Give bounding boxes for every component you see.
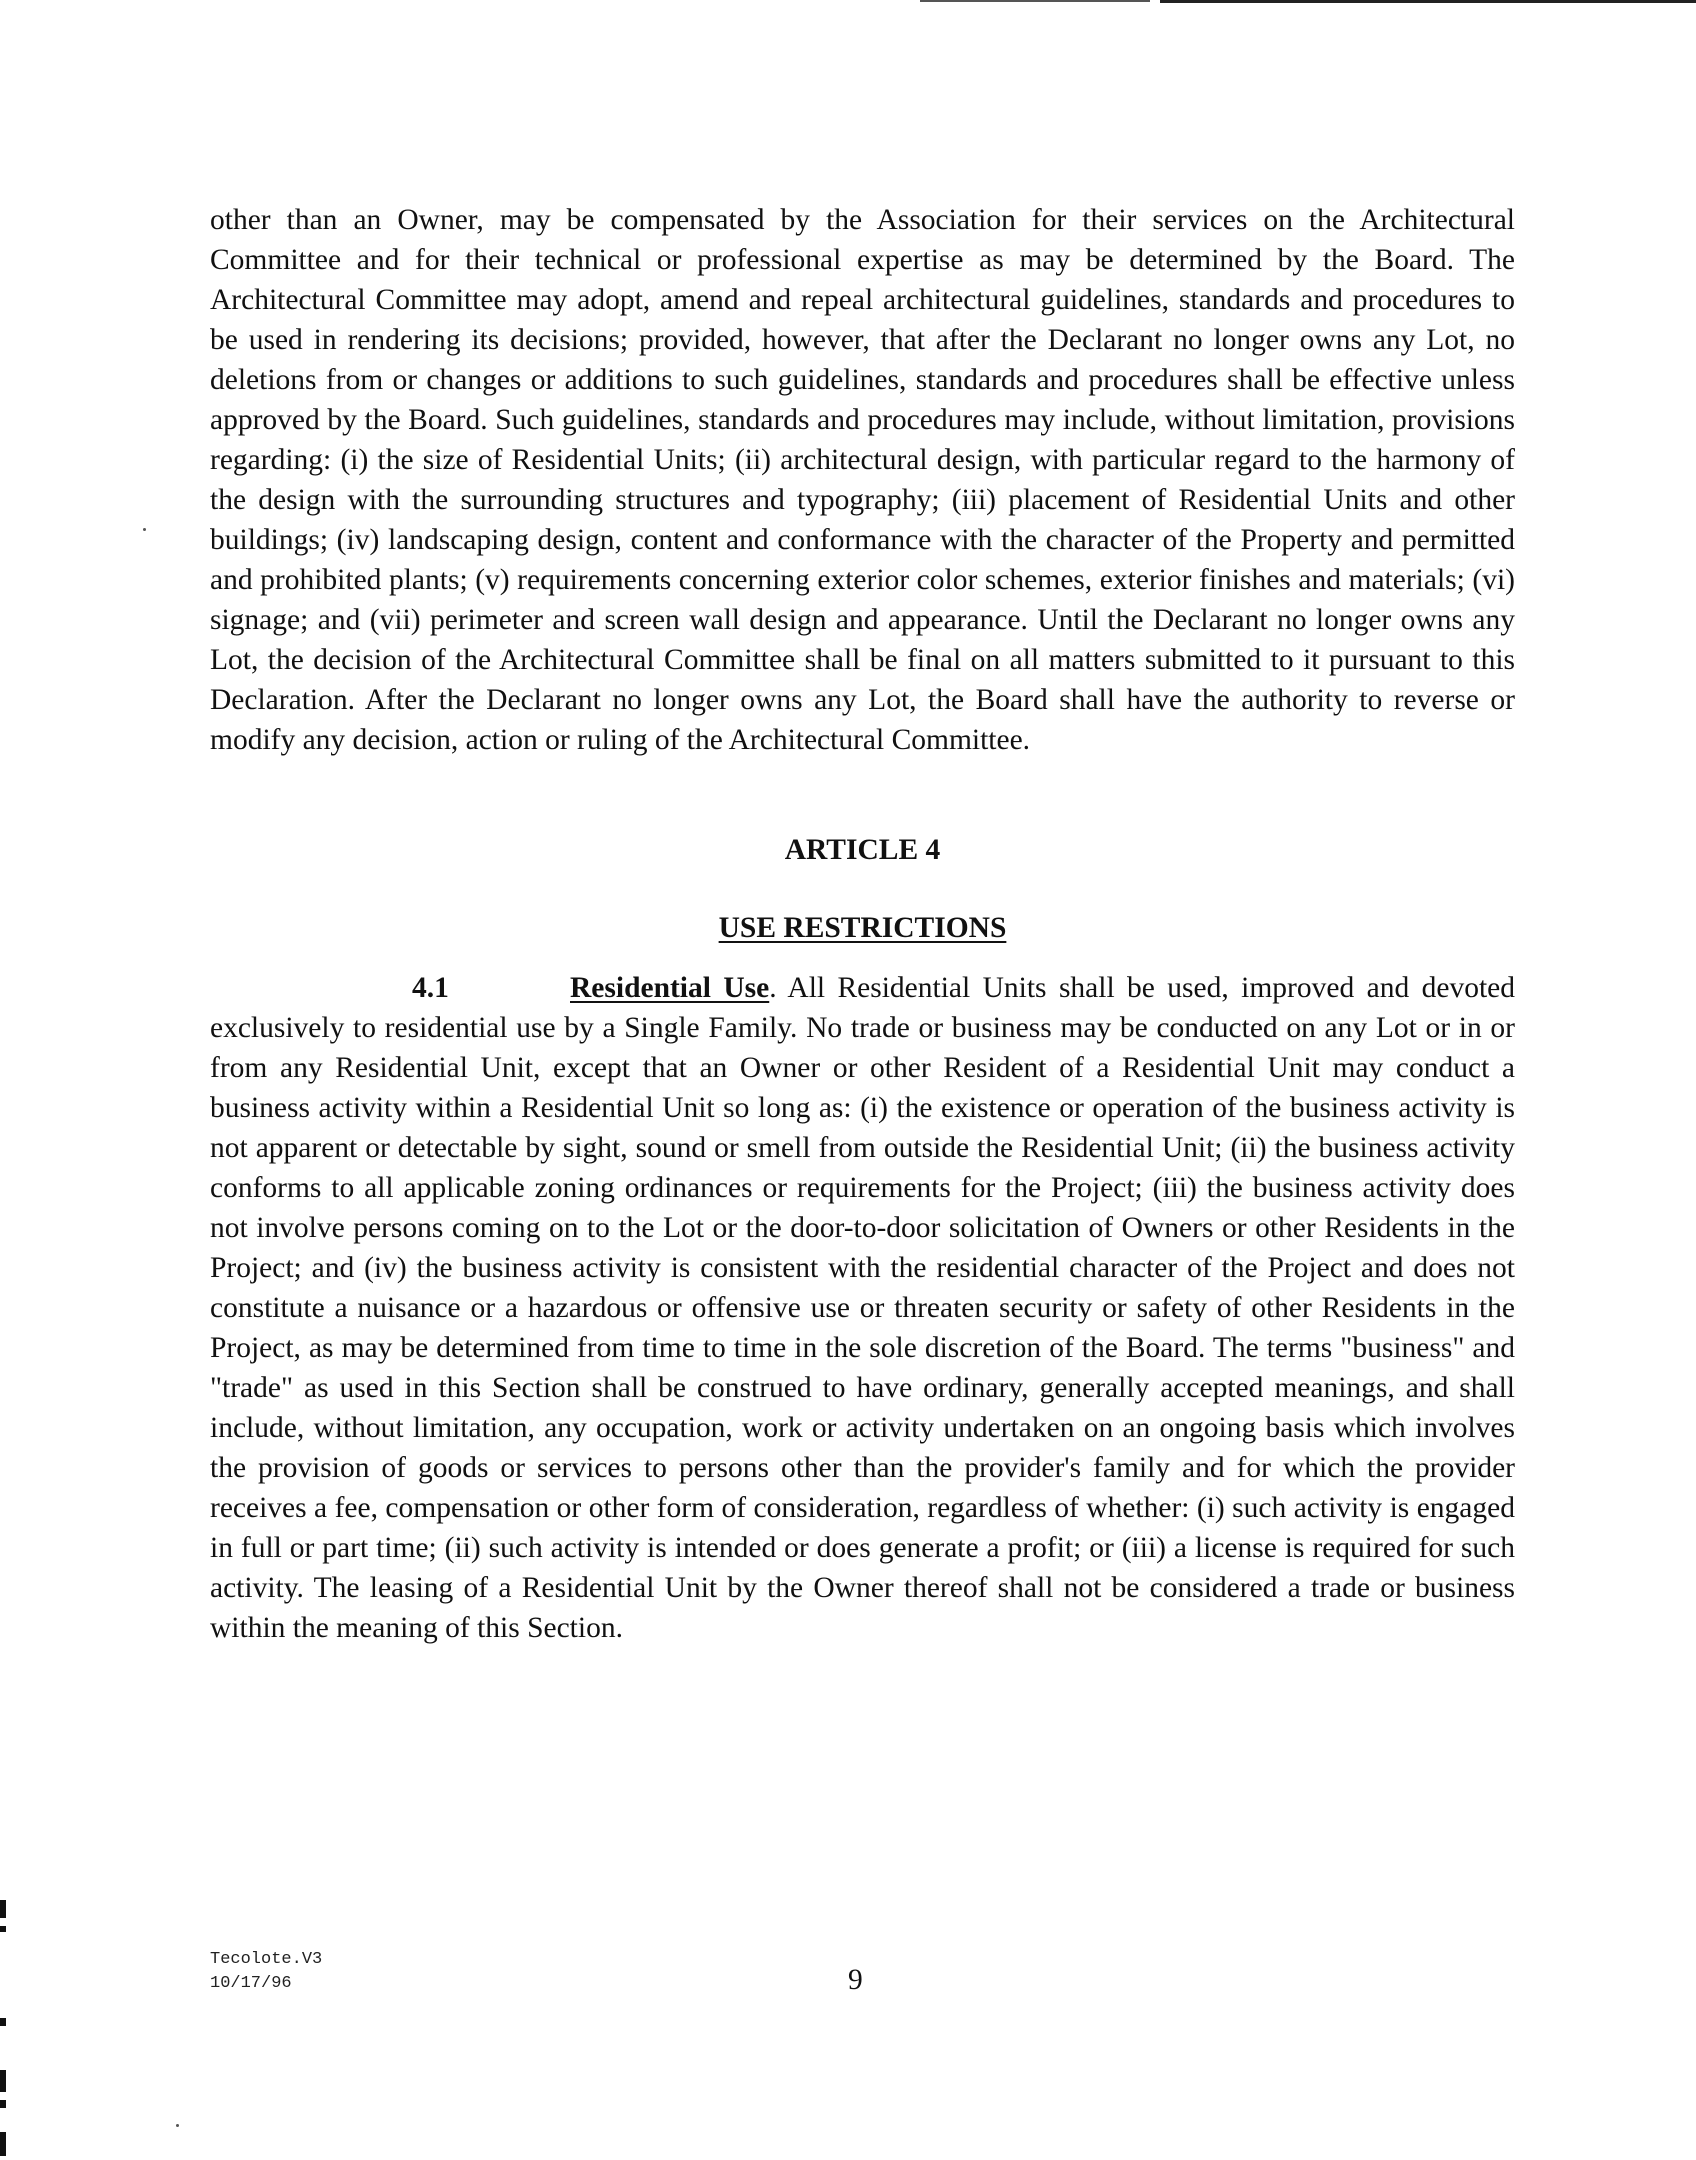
document-identifier <box>210 1948 322 1996</box>
section-number: 4.1 <box>412 972 449 1004</box>
section-title-punctuation: . <box>769 972 777 1004</box>
page-number: 9 <box>848 1964 863 1996</box>
document-page <box>210 200 1515 1648</box>
article-title: USE RESTRICTIONS <box>718 912 1007 944</box>
continued-paragraph: other than an Owner, may be compensated by the Association for their services on the Architectural Committee and for their technical or professional expertise as may be determined by the Board. The Architectural Committee may adopt, amend and repeal architectural guidelines, standards and procedures to be used in rendering its decisions; provided, however, that after the Declarant no longer owns any Lot, no deletions from or changes or additions to such guidelines, standards and procedures shall be effective unless approved by the Board. Such guidelines, standards and procedures may include, without limitation, provisions regarding: (i) the size of Residential Units; (ii) architectural design, with particular regard to the harmony of the design with the surrounding structures and typography; (iii) placement of Residential Units and other buildings; (iv) landscaping design, content and conformance with the character of the Property and permitted and prohibited plants; (v) requirements concerning exterior color schemes, exterior finishes and materials; (vi) signage; and (vii) perimeter and screen wall design and appearance. Until the Declarant no longer owns any Lot, the decision of the Architectural Committee shall be final on all matters submitted to it pursuant to this Declaration. After the Declarant no longer owns any Lot, the Board shall have the authority to reverse or modify any decision, action or ruling of the Architectural Committee. <box>210 204 1515 756</box>
article-heading: ARTICLE 4 <box>784 834 941 866</box>
scan-speck <box>176 2124 179 2127</box>
document-id: Tecolote.V3 <box>210 1950 323 1969</box>
scan-margin-marks <box>0 1900 6 2160</box>
section-title: Residential Use <box>570 972 770 1004</box>
section-text: All Residential Units shall be used, improved and devoted exclusively to residential use by a Single Family. No trade or business may be conducted on any Lot or in or from any Residential Unit, except that an Owner or other Resident of a Residential Unit may conduct a business activity within a Residential Unit so long as: (i) the existence or operation of the business activity is not apparent or detectable by sight, sound or smell from outside the Residential Unit; (ii) the business activity conforms to all applicable zoning ordinances or requirements for the Project; (iii) the business activity does not involve persons coming on to the Lot or the door-to-door solicitation of Owners or other Residents in the Project; and (iv) the business activity is consistent with the residential character of the Project and does not constitute a nuisance or a hazardous or offensive use or threaten security or safety of other Residents in the Project, as may be determined from time to time in the sole discretion of the Board. The terms "business" and "trade" as used in this Section shall be construed to have ordinary, generally accepted meanings, and shall include, without limitation, any occupation, work or activity undertaken on an ongoing basis which involves the provision of goods or services to persons other than the provider's family and for which the provider receives a fee, compensation or other form of consideration, regardless of whether: (i) such activity is engaged in full or part time; (ii) such activity is intended or does generate a profit; or (iii) a license is required for such activity. The leasing of a Residential Unit by the Owner thereof shall not be considered a trade or business within the meaning of this Section. <box>210 972 1515 1644</box>
section-paragraph <box>210 968 1515 1648</box>
document-date: 10/17/96 <box>210 1974 292 1993</box>
scan-speck <box>143 528 146 531</box>
scan-edge-line <box>920 0 1150 2</box>
scan-edge-line <box>1160 0 1696 3</box>
